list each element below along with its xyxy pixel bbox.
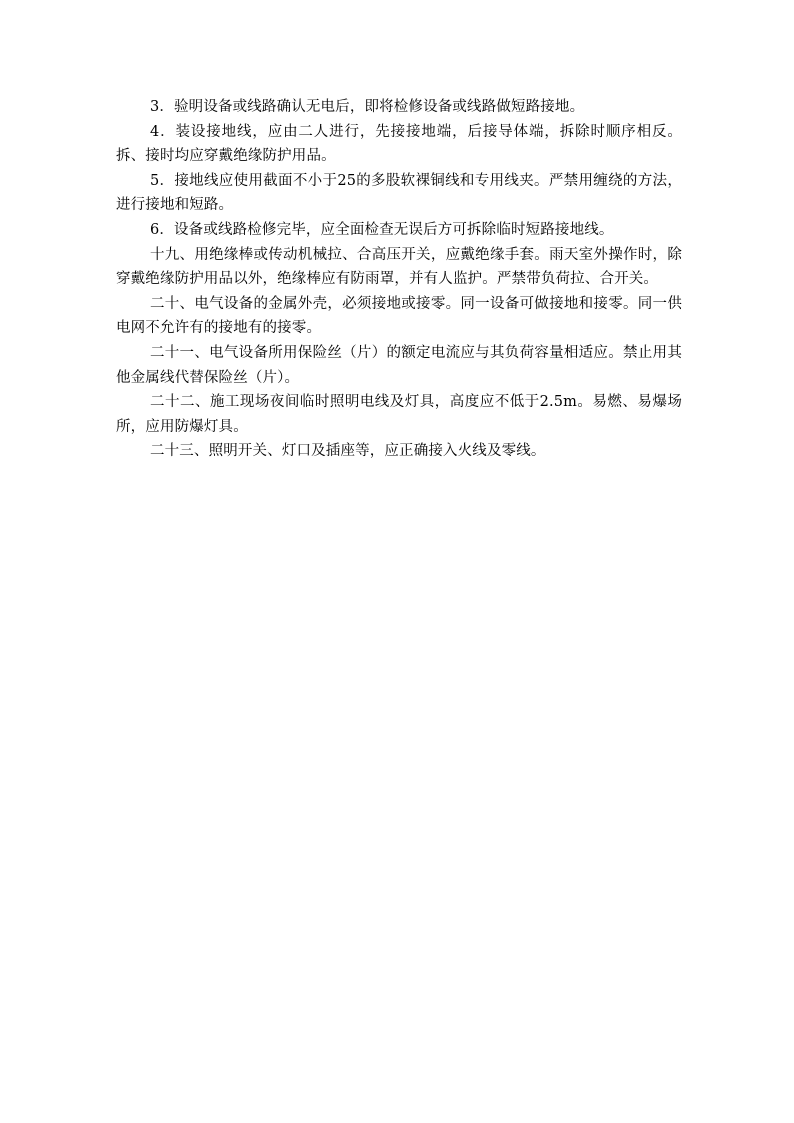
paragraph-23-switch-wiring: 二十三、照明开关、灯口及插座等，应正确接入火线及零线。 [150,443,546,460]
paragraph-22-temporary-lighting: 二十二、施工现场夜间临时照明电线及灯具，高度应不低于2.5m。易燃、易爆场所，应用防爆灯具。 [116,394,682,435]
paragraph-5-ground-wire-spec: 5．接地线应使用截面不小于25的多股软裸铜线和专用线夹。严禁用缠绕的方法，进行接地和短路。 [116,172,682,214]
document-body [116,95,682,464]
paragraph-6-remove-ground-wire: 6．设备或线路检修完毕，应全面检查无误后方可拆除临时短路接地线。 [150,221,614,238]
paragraph-3-verify-no-power: 3．验明设备或线路确认无电后，即将检修设备或线路做短路接地。 [150,99,585,115]
paragraph-21-fuse: 二十一、电气设备所用保险丝（片）的额定电流应与其负荷容量相适应。禁止用其他金属线代替保险丝（片）。 [116,344,682,386]
paragraph-4-install-ground-wire: 4．装设接地线，应由二人进行，先接接地端，后接导体端，拆除时顺序相反。拆、接时均应穿戴绝缘防护用品。 [116,123,682,165]
paragraph-19-high-voltage-switch: 十九、用绝缘棒或传动机械拉、合高压开关，应戴绝缘手套。雨天室外操作时，除穿戴绝缘防护用品以外，绝缘棒应有防雨罩，并有人监护。严禁带负荷拉、合开关。 [116,246,682,288]
paragraph-20-metal-housing: 二十、电气设备的金属外壳，必须接地或接零。同一设备可做接地和接零。同一供电网不允许有的接地有的接零。 [116,295,682,337]
